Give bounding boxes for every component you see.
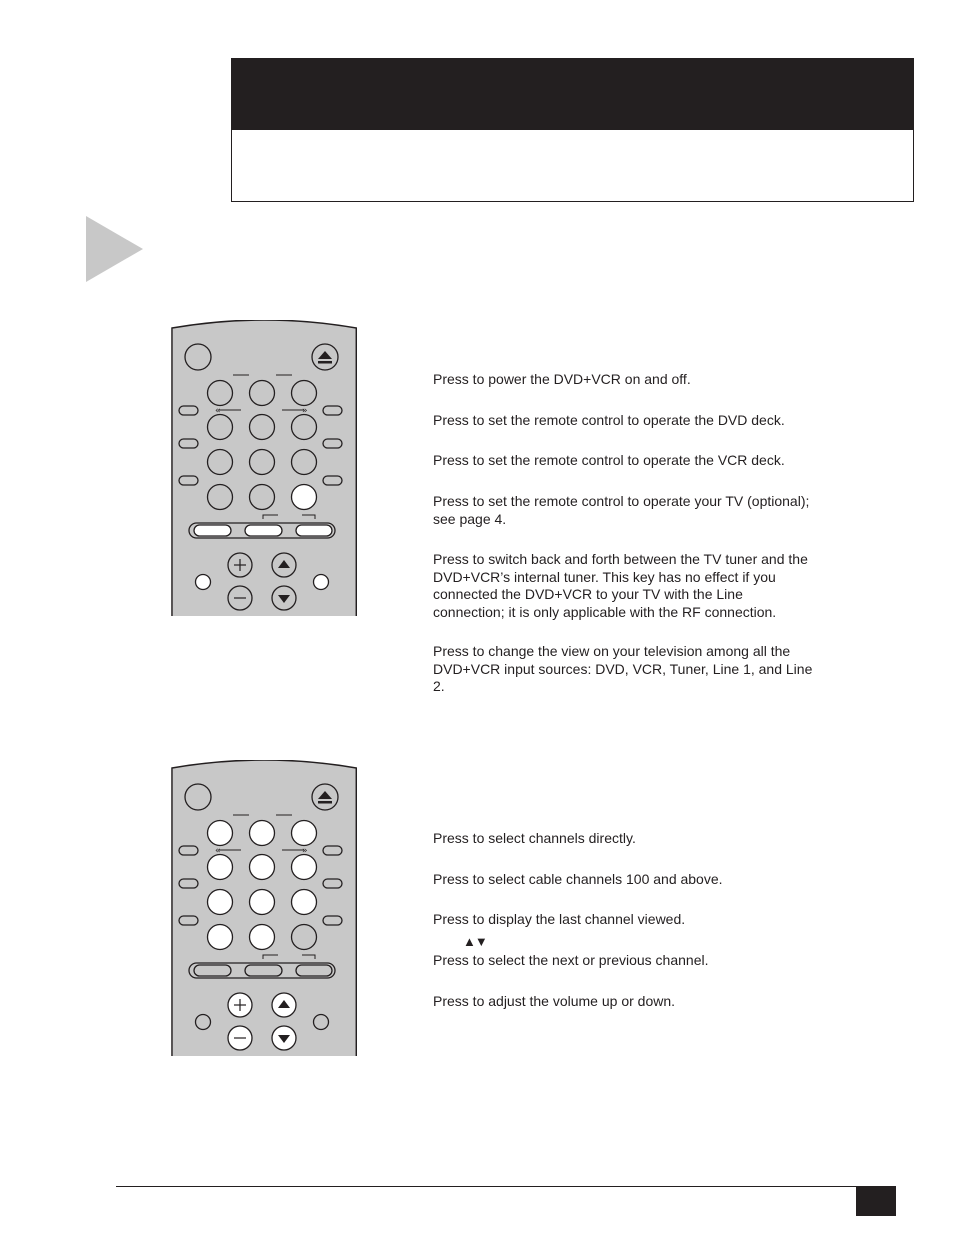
remote-illustration-1 xyxy=(165,320,360,616)
key-0 xyxy=(250,485,275,510)
dvd-description: Press to set the remote control to operate the DVD deck. xyxy=(433,412,785,428)
side-key-left-2 xyxy=(179,439,198,448)
side-key-right-1 xyxy=(323,846,342,855)
channel-arrows-icon: ▲▼ xyxy=(463,934,487,949)
power-description: Press to power the DVD+VCR on and off. xyxy=(433,371,691,387)
key-9 xyxy=(292,890,317,915)
vcr-description: Press to set the remote control to operate the VCR deck. xyxy=(433,452,785,468)
side-key-right-2 xyxy=(323,879,342,888)
mode-key-tv xyxy=(296,965,332,976)
side-key-left-2 xyxy=(179,879,198,888)
mode-key-tv xyxy=(296,525,332,536)
key-3 xyxy=(292,821,317,846)
input-button xyxy=(314,575,329,590)
side-key-right-3 xyxy=(323,476,342,485)
key-5 xyxy=(250,415,275,440)
cable-channels-description: Press to select cable channels 100 and above. xyxy=(433,871,723,887)
header-bar xyxy=(231,58,914,130)
mode-key-dvd xyxy=(194,965,231,976)
key-10 xyxy=(208,485,233,510)
tv-vcr-button xyxy=(196,1015,211,1030)
side-key-left-1 xyxy=(179,406,198,415)
tv-description: Press to set the remote control to operate your TV (optional); see page 4. xyxy=(433,493,810,527)
volume-description: Press to adjust the volume up or down. xyxy=(433,993,676,1009)
key-7 xyxy=(208,450,233,475)
mode-key-vcr xyxy=(245,965,282,976)
svg-text:»: » xyxy=(302,846,308,856)
power-button xyxy=(185,344,211,370)
key-7 xyxy=(208,890,233,915)
key-4 xyxy=(208,855,233,880)
side-key-right-2 xyxy=(323,439,342,448)
mode-key-dvd xyxy=(194,525,231,536)
key-2 xyxy=(250,821,275,846)
input-description: Press to change the view on your television among all the DVD+VCR input sources: DVD, VCR, Tuner, Line 1, and Line 2. xyxy=(433,643,813,694)
key-3 xyxy=(292,381,317,406)
input-button xyxy=(314,1015,329,1030)
tv-vcr-button xyxy=(196,575,211,590)
svg-text:«: « xyxy=(215,406,221,416)
last-channel-description: Press to display the last channel viewed. xyxy=(433,911,686,927)
side-key-right-1 xyxy=(323,406,342,415)
page-number-box xyxy=(856,1186,896,1216)
tv-vcr-description: Press to switch back and forth between the TV tuner and the DVD+VCR’s internal tuner. This key has no effect if you connected the DVD+VCR to your TV with the Line connection; it is only applicable with the RF connection. xyxy=(433,551,808,620)
key-1 xyxy=(208,381,233,406)
side-key-left-1 xyxy=(179,846,198,855)
key-11 xyxy=(292,485,317,510)
key-0 xyxy=(250,925,275,950)
side-key-right-3 xyxy=(323,916,342,925)
key-1 xyxy=(208,821,233,846)
power-button xyxy=(185,784,211,810)
side-key-left-3 xyxy=(179,916,198,925)
key-6 xyxy=(292,855,317,880)
key-2 xyxy=(250,381,275,406)
key-9 xyxy=(292,450,317,475)
svg-text:»: » xyxy=(302,406,308,416)
key-8 xyxy=(250,450,275,475)
header-subtitle-box xyxy=(231,130,914,202)
number-keys-description: Press to select channels directly. xyxy=(433,830,636,846)
key-10 xyxy=(208,925,233,950)
channel-updown-description: Press to select the next or previous channel. xyxy=(433,952,709,968)
key-6 xyxy=(292,415,317,440)
section-arrow-icon xyxy=(86,216,143,282)
key-5 xyxy=(250,855,275,880)
mode-key-vcr xyxy=(245,525,282,536)
key-4 xyxy=(208,415,233,440)
footer-rule xyxy=(116,1186,896,1187)
remote-illustration-2 xyxy=(165,760,360,1056)
svg-text:«: « xyxy=(215,846,221,856)
key-8 xyxy=(250,890,275,915)
key-11 xyxy=(292,925,317,950)
side-key-left-3 xyxy=(179,476,198,485)
